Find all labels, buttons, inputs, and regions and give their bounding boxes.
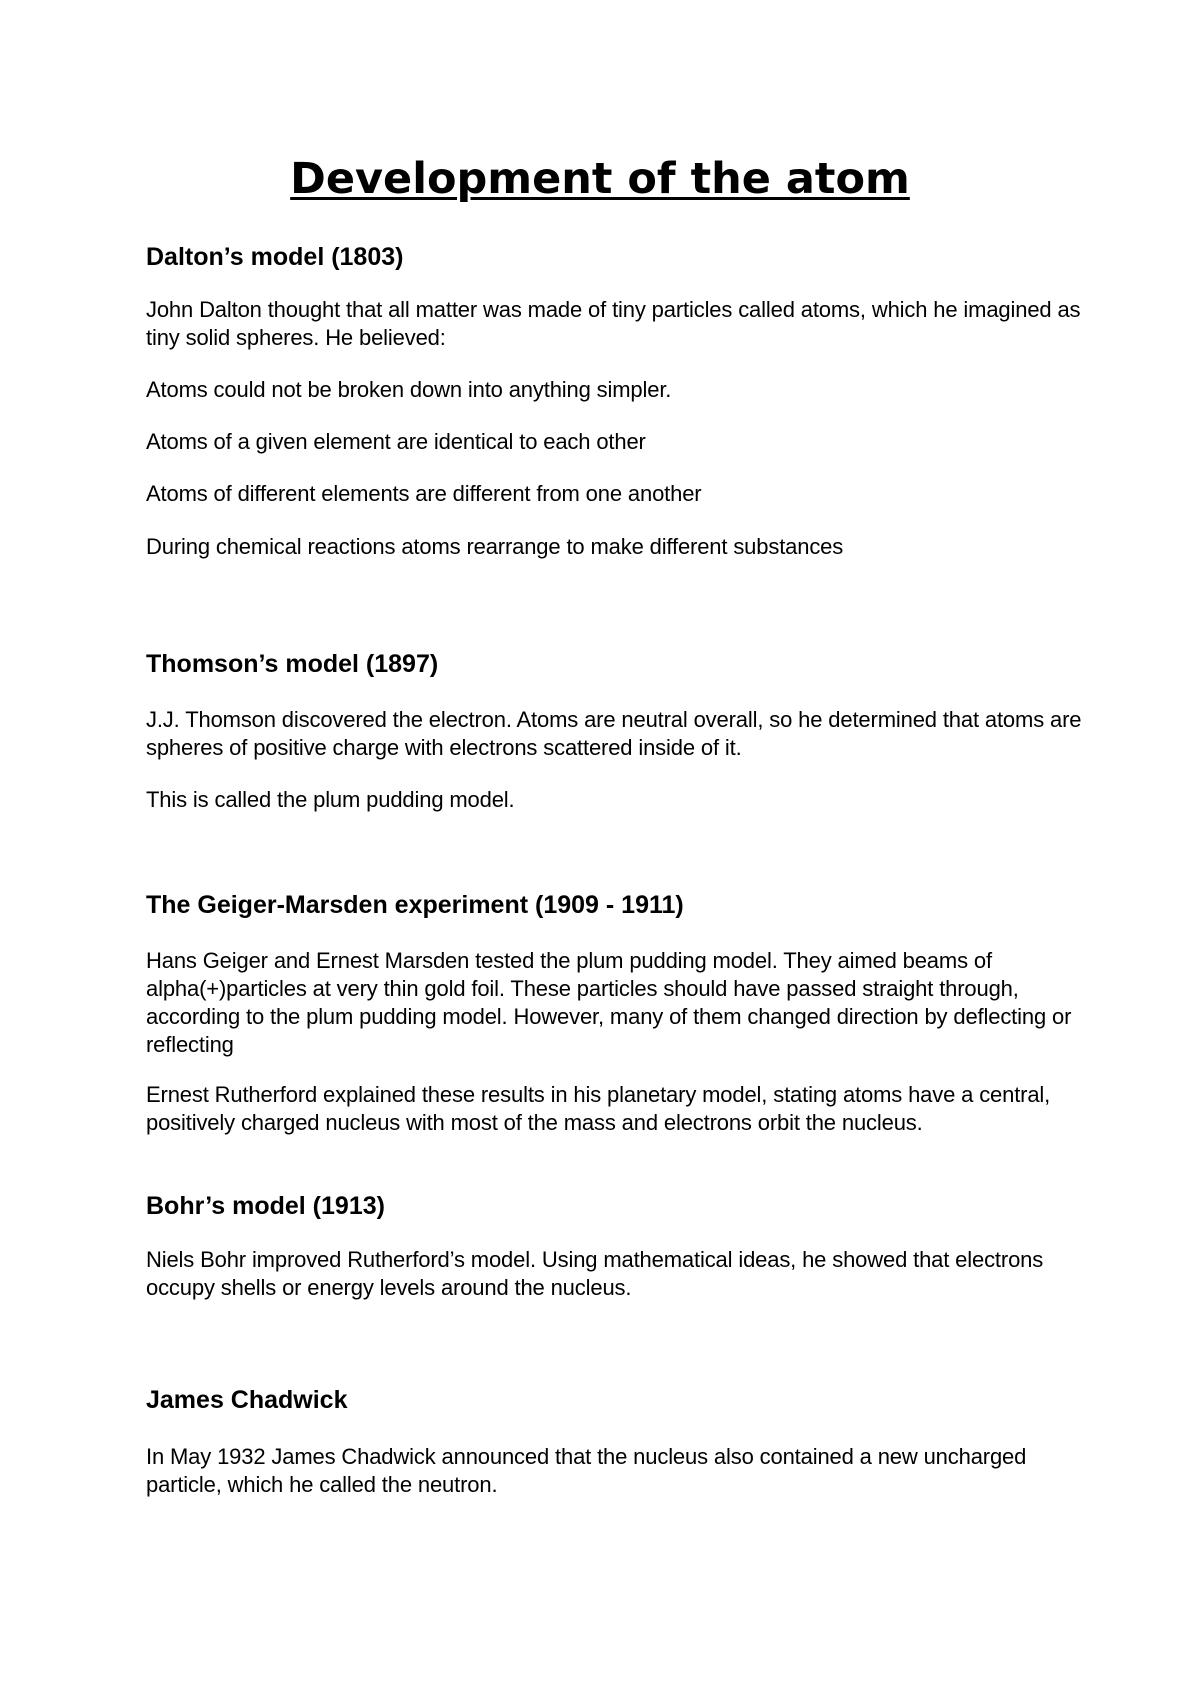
- section-heading-chadwick: James Chadwick: [146, 1386, 348, 1414]
- bohr-paragraph: Niels Bohr improved Rutherford’s model. Using mathematical ideas, he showed that electrons occupy shells or energy levels around the nucleus.: [146, 1247, 1044, 1300]
- document-title: Development of the atom: [290, 154, 910, 204]
- dalton-belief-2: Atoms of a given element are identical to each other: [146, 429, 646, 454]
- section-heading-thomson: Thomson’s model (1897): [146, 650, 439, 678]
- dalton-belief-1: Atoms could not be broken down into anything simpler.: [146, 377, 672, 402]
- dalton-belief-4: During chemical reactions atoms rearrange to make different substances: [146, 534, 844, 559]
- section-heading-dalton: Dalton’s model (1803): [146, 243, 404, 271]
- chadwick-paragraph: In May 1932 James Chadwick announced that the nucleus also contained a new uncharged particle, which he called the neutron.: [146, 1444, 1027, 1497]
- dalton-belief-3: Atoms of different elements are different from one another: [146, 481, 702, 506]
- section-heading-geiger-marsden: The Geiger-Marsden experiment (1909 - 1911): [146, 891, 684, 919]
- geiger-marsden-paragraph-1: Hans Geiger and Ernest Marsden tested the plum pudding model. They aimed beams of alpha(+)particles at very thin gold foil. These particles should have passed straight through, according to the plum pudding model. However, many of them changed direction by deflecting or reflecting: [146, 948, 1072, 1057]
- thomson-paragraph-2: This is called the plum pudding model.: [146, 787, 515, 812]
- thomson-paragraph-1: J.J. Thomson discovered the electron. Atoms are neutral overall, so he determined that atoms are spheres of positive charge with electrons scattered inside of it.: [146, 707, 1082, 760]
- dalton-intro-paragraph: John Dalton thought that all matter was made of tiny particles called atoms, which he imagined as tiny solid spheres. He believed:: [146, 297, 1081, 350]
- rutherford-paragraph: Ernest Rutherford explained these results in his planetary model, stating atoms have a central, positively charged nucleus with most of the mass and electrons orbit the nucleus.: [146, 1082, 1051, 1135]
- section-heading-bohr: Bohr’s model (1913): [146, 1192, 385, 1220]
